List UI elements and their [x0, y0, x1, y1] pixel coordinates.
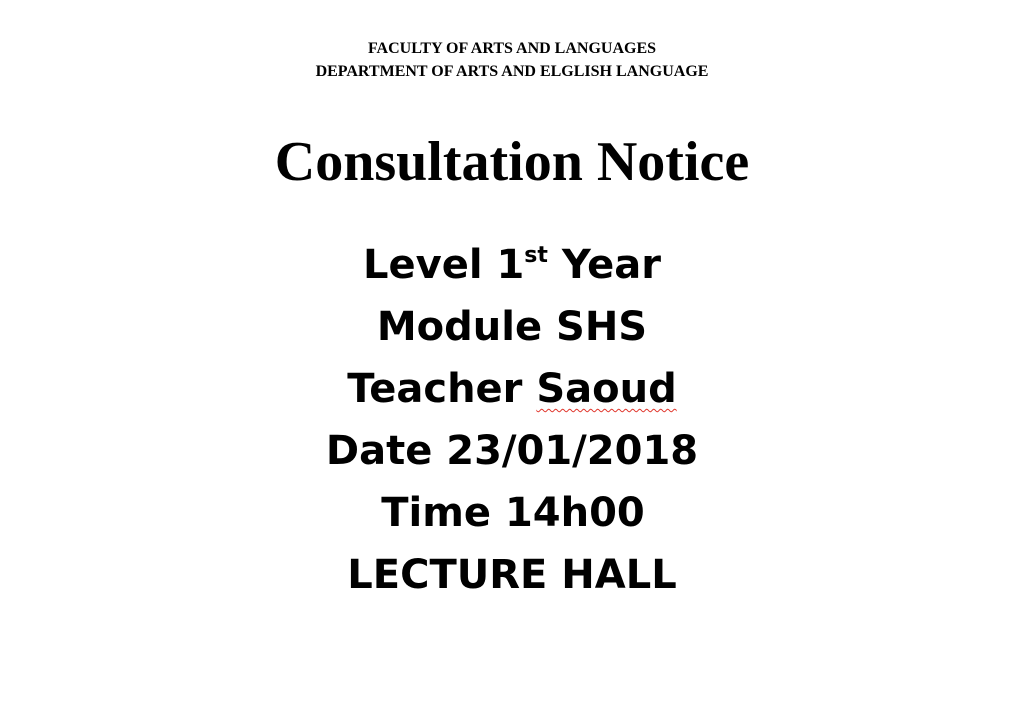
level-suffix: Year — [547, 242, 661, 288]
document-header — [0, 37, 1024, 83]
level-superscript: st — [524, 243, 548, 268]
teacher-line — [0, 358, 1024, 420]
date-line: Date 23/01/2018 — [325, 428, 699, 474]
department-heading: DEPARTMENT OF ARTS AND ELGLISH LANGUAGE — [315, 63, 709, 80]
faculty-heading: FACULTY OF ARTS AND LANGUAGES — [367, 40, 657, 57]
level-label: Level 1 — [363, 242, 525, 288]
time-line — [0, 482, 1024, 544]
notice-title: Consultation Notice — [274, 131, 750, 193]
level-line — [0, 234, 1024, 296]
notice-details — [0, 234, 1024, 606]
module-line: Module SHS — [376, 304, 648, 350]
teacher-label: Teacher — [347, 366, 537, 412]
teacher-name: Saoud — [536, 366, 677, 412]
location-line: LECTURE HALL — [347, 552, 677, 598]
time-text: Time 14h00 — [381, 490, 645, 536]
